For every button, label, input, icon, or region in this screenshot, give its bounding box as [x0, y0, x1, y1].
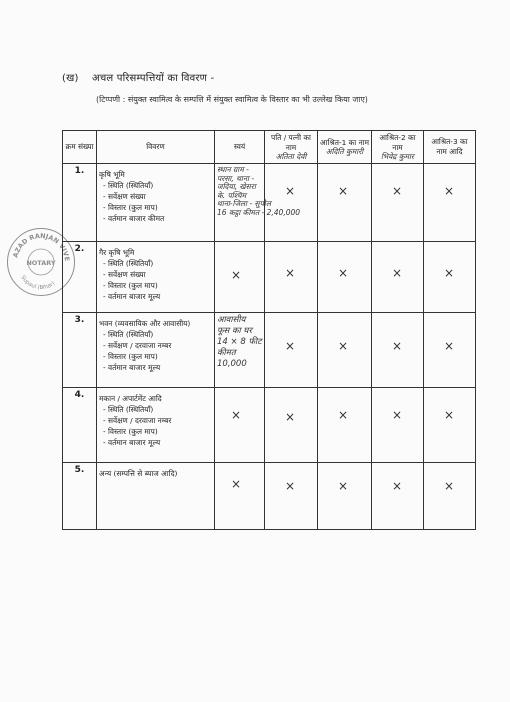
cross-mark: ×: [231, 268, 242, 282]
cross-mark: ×: [285, 266, 296, 280]
cross-mark: ×: [338, 339, 349, 353]
cross-mark: ×: [338, 408, 349, 422]
row-item: - स्थिति (स्थितियाँ): [103, 330, 154, 339]
cross-mark: ×: [338, 479, 349, 493]
dep3-cell: [424, 242, 476, 313]
table-row: [63, 242, 476, 313]
row-category: गैर कृषि भूमि: [99, 248, 135, 257]
section-title: अचल परिसम्पत्तियों का विवरण -: [91, 73, 215, 84]
note-text: (टिप्पणी : संयुक्त स्वामित्व के सम्पत्ति में संयुक्त स्वामित्व के विस्तार का भी उल्लेख किया जाए): [96, 95, 368, 104]
dep1-name-handwriting: अदिति कुमारी: [325, 147, 364, 156]
handwriting-line: परसा, थाना -: [217, 173, 255, 183]
dep1-cell: [318, 164, 372, 242]
dep3-cell: [424, 463, 476, 530]
row-item: - सर्वेक्षण / दरवाजा नम्बर: [103, 416, 172, 425]
cross-mark: ×: [231, 477, 242, 491]
handwriting-line: स्थान ग्राम -: [217, 165, 249, 174]
table-header-row: [63, 131, 476, 164]
row-item: - स्थिति (स्थितियाँ): [103, 181, 154, 190]
dep1-cell: [318, 313, 372, 388]
spouse-cell: [265, 164, 318, 242]
cross-mark: ×: [338, 184, 349, 198]
self-handwriting: [217, 315, 262, 370]
dep2-cell: [372, 463, 424, 530]
header-spouse-label: पति / पत्नी का नाम: [271, 133, 311, 152]
handwriting-line: 14 × 8 फीट: [217, 337, 262, 347]
cross-mark: ×: [392, 479, 403, 493]
row-description: [97, 313, 215, 388]
row-item: - वर्तमान बाजार मूल्य: [103, 292, 161, 301]
row-number: 1.: [63, 164, 97, 242]
header-description: विवरण: [97, 131, 215, 164]
cross-mark: ×: [392, 408, 403, 422]
dep2-cell: [372, 388, 424, 463]
cross-mark: ×: [392, 339, 403, 353]
svg-text:Supaul (Bihar): Supaul (Bihar): [19, 274, 57, 292]
row-number: 2.: [63, 242, 97, 313]
cross-mark: ×: [285, 339, 296, 353]
row-category: कृषि भूमि: [99, 170, 125, 179]
section-index: (ख): [62, 73, 79, 84]
handwriting-line: 10,000: [217, 359, 247, 369]
row-item: - वर्तमान बाजार मूल्य: [103, 438, 161, 447]
dep3-cell: [424, 164, 476, 242]
dep2-name-handwriting: भिवेद्र कुमार: [380, 152, 414, 161]
dep1-cell: [318, 388, 372, 463]
row-description: [97, 164, 215, 242]
header-dependent-2: [372, 131, 424, 164]
cross-mark: ×: [285, 479, 296, 493]
cross-mark: ×: [285, 410, 296, 424]
handwriting-line: कीमत: [217, 348, 236, 358]
row-item: - विस्तार (कुल माप): [103, 281, 158, 290]
cross-mark: ×: [444, 266, 455, 280]
cross-mark: ×: [392, 266, 403, 280]
svg-text:AZAD RANJAN VIVEK: AZAD RANJAN VIVE: [11, 231, 72, 262]
row-item: - विस्तार (कुल माप): [103, 352, 158, 361]
table-row: [63, 463, 476, 530]
header-self: स्वयं: [215, 131, 265, 164]
header-dep2-label: आश्रित-2 का नाम: [379, 133, 416, 152]
header-dependent-3: आश्रित-3 का नाम आदि: [424, 131, 476, 164]
svg-text:NOTARY: NOTARY: [26, 259, 56, 267]
header-dep1-label: आश्रित-1 का नाम: [320, 138, 370, 147]
self-cell: [215, 242, 265, 313]
self-cell: [215, 388, 265, 463]
row-item: - वर्तमान बाजार मूल्य: [103, 363, 161, 372]
dep1-cell: [318, 242, 372, 313]
row-item: - स्थिति (स्थितियाँ): [103, 259, 154, 268]
row-item: - विस्तार (कुल माप): [103, 203, 158, 212]
dep2-cell: [372, 313, 424, 388]
dep3-cell: [424, 313, 476, 388]
dep3-cell: [424, 388, 476, 463]
row-item: - सर्वेक्षण संख्या: [103, 192, 146, 201]
spouse-cell: [265, 463, 318, 530]
row-item: - सर्वेक्षण संख्या: [103, 270, 146, 279]
cross-mark: ×: [444, 479, 455, 493]
dep2-cell: [372, 242, 424, 313]
row-number: 4.: [63, 388, 97, 463]
assets-table: [62, 130, 476, 530]
self-cell: [215, 164, 301, 242]
self-cell: [215, 463, 265, 530]
spouse-cell: [265, 242, 318, 313]
cross-mark: ×: [444, 339, 455, 353]
row-number: 3.: [63, 313, 97, 388]
cross-mark: ×: [392, 184, 403, 198]
row-number: 5.: [63, 463, 97, 530]
cross-mark: ×: [338, 266, 349, 280]
table-row: [63, 164, 476, 242]
handwriting-line: थाना-जिला - सुपौल: [217, 199, 271, 209]
row-description: [97, 463, 215, 530]
cross-mark: ×: [444, 184, 455, 198]
handwriting-line: 16 कट्ठा कीमत - 2,40,000: [217, 207, 301, 217]
cross-mark: ×: [444, 408, 455, 422]
section-heading: [62, 70, 214, 84]
dep2-cell: [372, 164, 424, 242]
handwriting-line: के. पश्चिम: [217, 190, 247, 200]
row-item: - वर्तमान बाजार कीमत: [103, 214, 165, 223]
handwriting-line: आवासीय: [217, 315, 246, 325]
row-category: मकान / अपार्टमेंट आदि: [99, 394, 162, 403]
row-category: अन्य (सम्पत्ति से ब्याज आदि): [99, 469, 178, 478]
spouse-cell: [265, 388, 318, 463]
row-category: भवन (व्यवसायिक और आवासीय): [99, 319, 191, 328]
row-item: - स्थिति (स्थितियाँ): [103, 405, 154, 414]
table-row: [63, 388, 476, 463]
header-dependent-1: [318, 131, 372, 164]
handwriting-line: फूस का घर: [217, 326, 252, 336]
spouse-cell: [265, 313, 318, 388]
table-row: [63, 313, 476, 388]
spouse-name-handwriting: अतिता देवी: [275, 152, 307, 161]
handwriting-line: जदिया, खेसरा: [217, 182, 256, 192]
header-spouse: [265, 131, 318, 164]
row-item: - सर्वेक्षण / दरवाजा नम्बर: [103, 341, 172, 350]
row-description: [97, 388, 215, 463]
row-item: - विस्तार (कुल माप): [103, 427, 158, 436]
row-description: [97, 242, 215, 313]
header-serial: क्रम संख्या: [63, 131, 97, 164]
cross-mark: ×: [231, 408, 242, 422]
dep1-cell: [318, 463, 372, 530]
self-cell: [215, 313, 265, 388]
cross-mark: ×: [285, 184, 296, 198]
